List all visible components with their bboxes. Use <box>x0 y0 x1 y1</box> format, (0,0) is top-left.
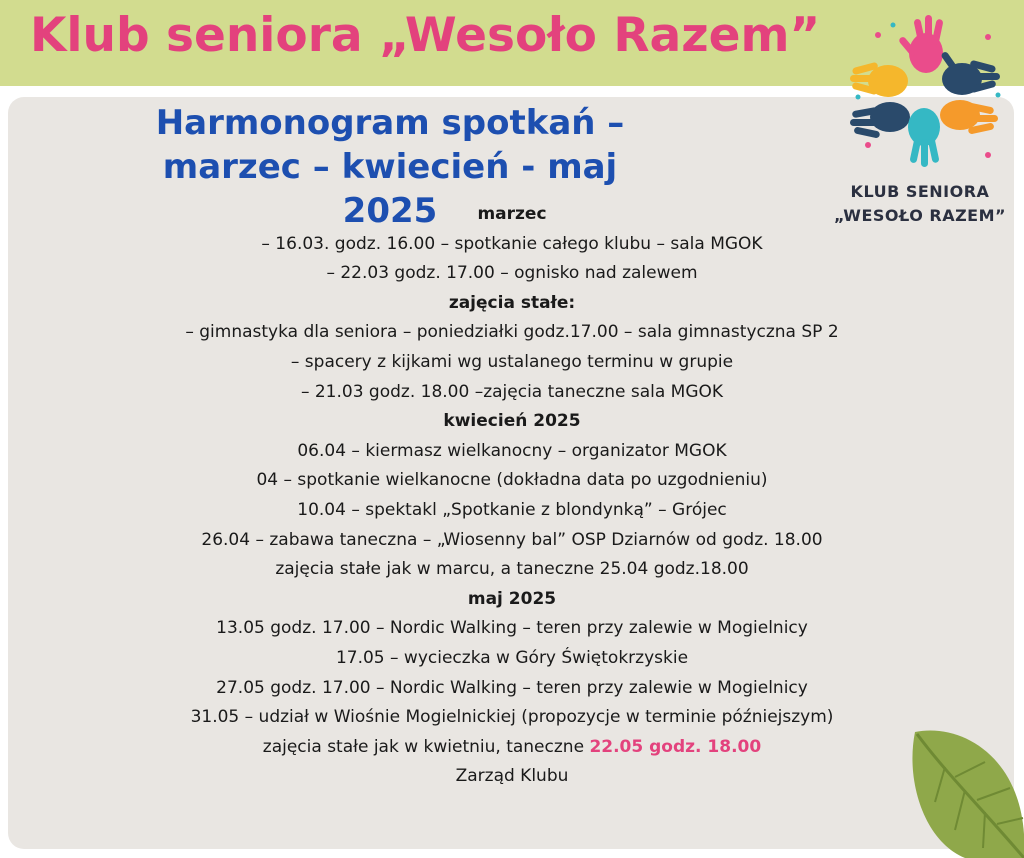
schedule-line: – spacery z kijkami wg ustalanego terminu w grupie <box>290 351 734 372</box>
heading-line-1: Harmonogram spotkań – <box>155 103 625 143</box>
heading-line-2: marzec – kwiecień - maj 2025 <box>162 147 618 231</box>
hand-orange-right <box>940 100 998 135</box>
schedule-line: zajęcia stałe jak w marcu, a taneczne 25.04 godz.18.00 <box>275 559 749 580</box>
last-line-text: zajęcia stałe jak w kwietniu, taneczne <box>262 736 590 757</box>
logo-caption-line-1: KLUB SENIORA <box>850 182 990 201</box>
schedule-line: zajęcia stałe: <box>448 292 576 313</box>
schedule-line: 10.04 – spektakl „Spotkanie z blondynką” – Grójec <box>297 499 727 520</box>
highlighted-date: 22.05 godz. 18.00 <box>589 736 762 757</box>
hand-pink <box>898 15 944 73</box>
logo-caption-line-2: „WESOŁO RAZEM” <box>833 206 1007 225</box>
schedule-line: 04 – spotkanie wielkanocne (dokładna data po uzgodnieniu) <box>256 470 768 491</box>
schedule-line: 27.05 godz. 17.00 – Nordic Walking – teren przy zalewie w Mogielnicy <box>216 677 808 698</box>
leaf-icon <box>905 722 1024 858</box>
schedule-line: 13.05 godz. 17.00 – Nordic Walking – teren przy zalewie w Mogielnicy <box>216 618 808 639</box>
schedule-line: – 16.03. godz. 16.00 – spotkanie całego klubu – sala MGOK <box>261 233 763 254</box>
hand-navy <box>940 51 1000 95</box>
logo-caption <box>820 180 1020 228</box>
schedule-line: – gimnastyka dla seniora – poniedziałki godz.17.00 – sala gimnastyczna SP 2 <box>185 322 839 343</box>
hand-orange <box>850 62 908 97</box>
hand-navy-left <box>850 102 910 139</box>
hands-logo-icon <box>838 5 1008 175</box>
schedule-line: – 22.03 godz. 17.00 – ognisko nad zalewem <box>326 263 698 284</box>
schedule-list <box>60 200 964 792</box>
schedule-line: marzec <box>477 204 547 224</box>
hand-teal <box>908 108 940 167</box>
schedule-line: maj 2025 <box>467 588 557 609</box>
schedule-line: 31.05 – udział w Wiośnie Mogielnickiej (propozycje w terminie późniejszym) <box>190 707 834 728</box>
schedule-line: 26.04 – zabawa taneczna – „Wiosenny bal” OSP Dziarnów od godz. 18.00 <box>201 529 823 550</box>
schedule-line: kwiecień 2025 <box>443 411 581 432</box>
club-title: Klub seniora „Wesoło Razem” <box>30 8 821 63</box>
schedule-line: 06.04 – kiermasz wielkanocny – organizator MGOK <box>297 440 727 461</box>
signature: Zarząd Klubu <box>455 766 569 787</box>
schedule-line: – 21.03 godz. 18.00 –zajęcia taneczne sala MGOK <box>300 381 724 402</box>
schedule-line: 17.05 – wycieczka w Góry Świętokrzyskie <box>335 647 689 668</box>
schedule-line-last <box>60 733 964 763</box>
